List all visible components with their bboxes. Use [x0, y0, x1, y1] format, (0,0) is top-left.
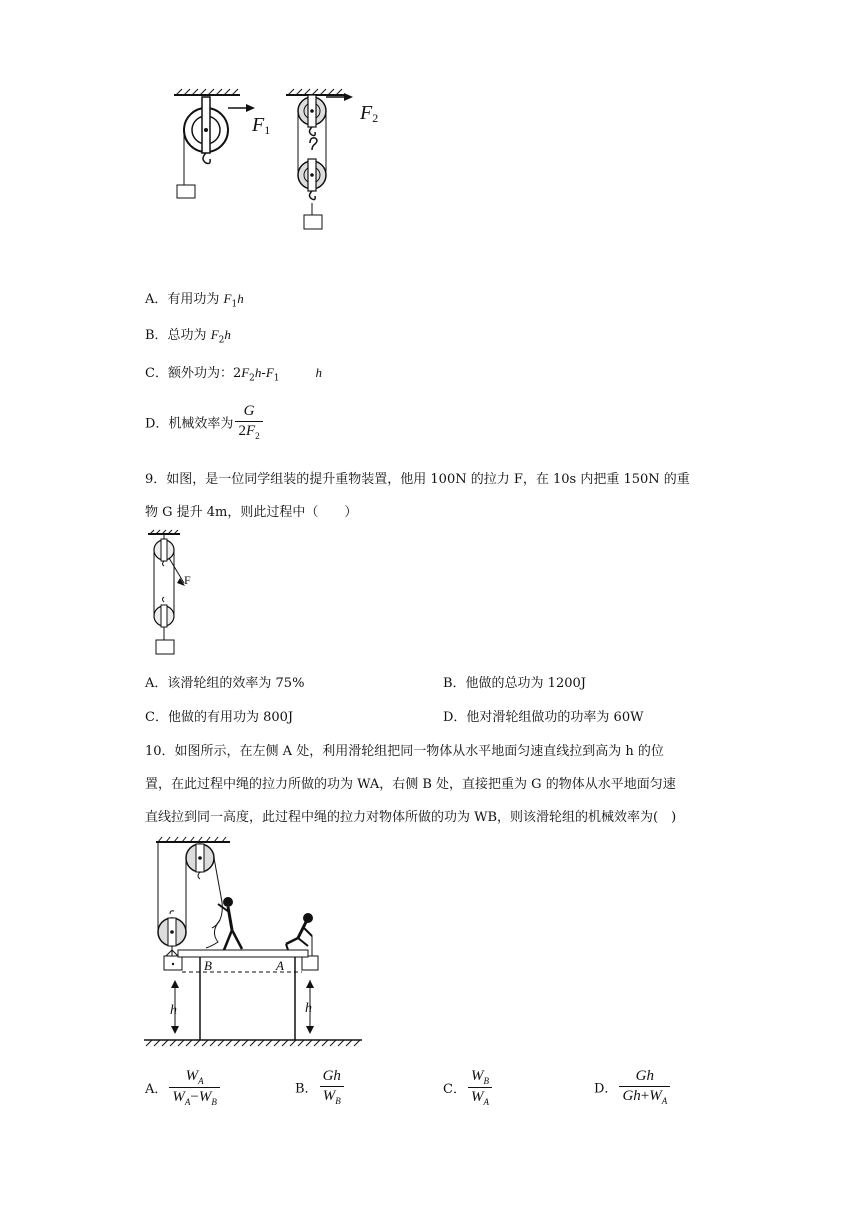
q8-option-d: D．机械效率为 $\frac{G}{2F_2}$	[145, 403, 265, 441]
q9-stem-line1: 9．如图，是一位同学组装的提升重物装置，他用 100N 的拉力 F，在 10s 内把重 150N 的重	[145, 472, 690, 487]
q9-option-a: A．该滑轮组的效率为 75%	[145, 676, 305, 691]
q10-a-fraction: $\frac{W_A}{W_A-W_B}$	[169, 1068, 219, 1107]
q10-label-a: A	[276, 958, 284, 973]
q10-option-a: A． $\frac{W_A}{W_A-W_B}$	[145, 1068, 222, 1107]
q10-label-h-right: h	[305, 1001, 312, 1016]
f2-label: F2	[360, 102, 379, 125]
q10-stem-line2: 置，在此过程中绳的拉力所做的功为 WA，右侧 B 处，直接把重为 G 的物体从水平地面匀速	[145, 777, 676, 792]
q10-b-fraction: $\frac{Gh}{W_B}$	[320, 1068, 344, 1106]
q9-option-d: D．他对滑轮组做功的功率为 60W	[443, 710, 644, 725]
q9-stem-line2: 物 G 提升 4m，则此过程中（ ）	[145, 505, 358, 520]
q10-c-fraction: $\frac{W_B}{W_A}$	[468, 1068, 492, 1107]
top-pulley-figure	[160, 75, 420, 235]
q10-option-b: B． $\frac{Gh}{W_B}$	[295, 1068, 346, 1106]
q9-option-c: C．他做的有用功为 800J	[145, 710, 294, 725]
q10-stem-line3: 直线拉到同一高度，此过程中绳的拉力对物体所做的功为 WB，则该滑轮组的机械效率为( )	[145, 810, 677, 825]
q8-option-a: A．有用功为 $F_1h$	[145, 291, 244, 310]
q9-option-b: B．他做的总功为 1200J	[443, 676, 586, 691]
q10-d-fraction: $\frac{Gh}{Gh+W_A}$	[619, 1068, 670, 1106]
q10-label-b: B	[204, 958, 212, 973]
q10-option-c: C． $\frac{W_B}{W_A}$	[443, 1068, 494, 1107]
q8-option-b: B．总功为 $F_2h$	[145, 327, 231, 346]
f1-label: F1	[252, 114, 271, 137]
q10-label-h-left: h	[170, 1003, 177, 1018]
q10-setup-figure	[140, 832, 365, 1052]
q8-option-c: C．额外功为：$2F_2h-F_1$ h	[145, 365, 322, 384]
q10-option-d: D． $\frac{Gh}{Gh+W_A}$	[594, 1068, 672, 1106]
q9-force-label: F	[184, 573, 191, 587]
q8-d-fraction: $\frac{G}{2F_2}$	[235, 403, 262, 441]
q10-stem-line1: 10．如图所示，在左侧 A 处，利用滑轮组把同一物体从水平地面匀速直线拉到高为 h 的位	[145, 744, 664, 759]
q9-pulley-figure	[142, 528, 202, 660]
